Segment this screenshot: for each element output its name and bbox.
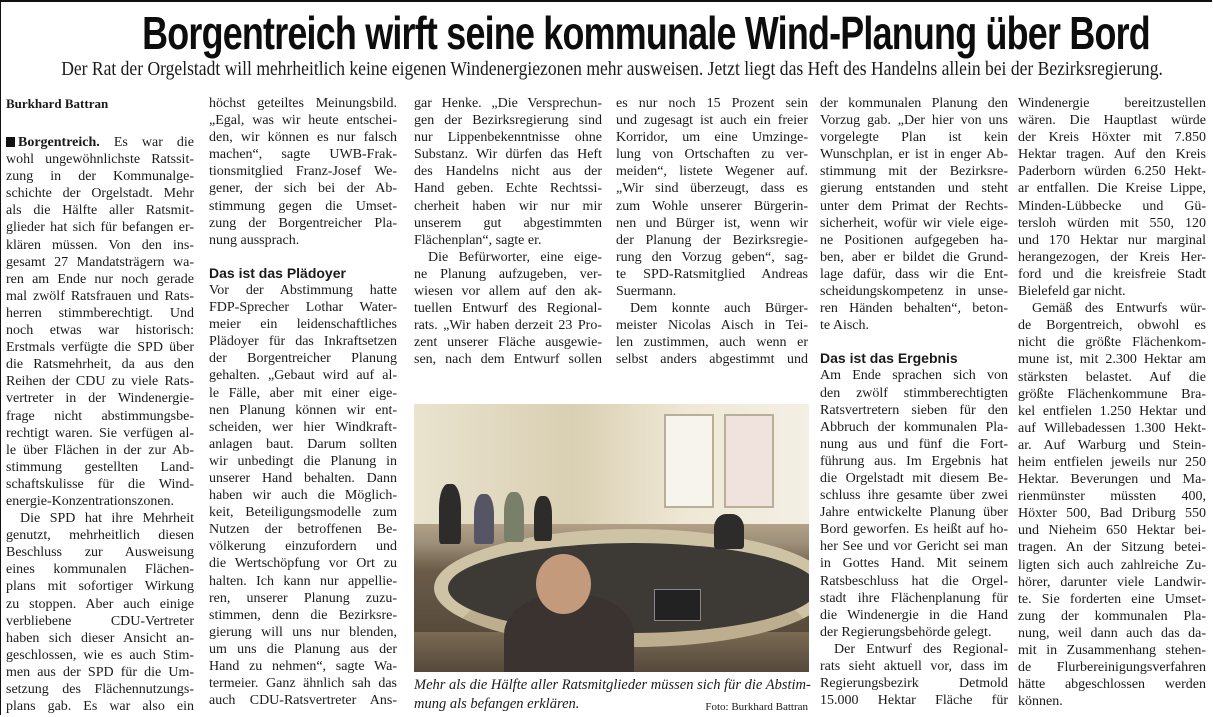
text-line: her See und vor Gericht sei man (820, 539, 1008, 555)
text-line: Substanz. Wir dürfen das Heft (414, 147, 602, 163)
text-line: gener, der sich bei der Ab- (209, 181, 397, 197)
text-line: hätte abgeschlossen werden (1018, 677, 1206, 693)
text-line: te. Sie forderten eine Umset- (1018, 591, 1206, 607)
text-line: der Kreis Höxter mit 7.850 (1018, 130, 1206, 146)
paragraph (820, 95, 1008, 334)
dateline-square-icon (6, 137, 15, 147)
text-line: Suermann. (616, 284, 677, 300)
text-line: Ratsvertretern sieben für den (820, 402, 1008, 418)
text-line: ne Positionen aufgegeben ha- (820, 232, 1008, 248)
text-line: tragen. An der Sitzung betei- (1018, 540, 1206, 556)
article-column-1 (6, 95, 194, 715)
photo-laptop (654, 589, 701, 621)
text-line: vertreter in der Windenergie- (6, 391, 194, 407)
text-line: plans mit sofortiger Wirkung (6, 579, 194, 595)
text-line: Vorzug gab. „Der hier von uns (820, 113, 1008, 129)
council-meeting-photo (414, 404, 809, 672)
text-line: als die Hälfte aller Ratsmit- (6, 203, 194, 219)
photo-window (664, 414, 714, 508)
text-line: in Gottes Hand. Mit seinem (820, 556, 1008, 572)
text-line: größte Flächenkommune Bra- (1018, 386, 1206, 402)
text-line: Regierungsbezirk Detmold (820, 676, 1008, 692)
text-line: Erstmals verfügte die SPD über (6, 340, 194, 356)
text-line: noch etwas war historisch: (6, 323, 194, 339)
text-line: sen, nach dem Entwurf sollen (414, 352, 602, 368)
text-line: gierung will uns nur blenden, (209, 624, 397, 640)
text-line: len zustimmen, auch wenn er (616, 335, 808, 351)
photo-caption (414, 676, 811, 714)
text-line: eines kommunalen Flächen- (6, 562, 194, 578)
text-line: Reihen der CDU zu viele Rats- (6, 374, 194, 390)
paragraph (209, 282, 397, 709)
text-line: schichte der Orgelstadt. Mehr (6, 186, 194, 202)
text-line: Hand zu nehmen“, sagte Wa- (209, 659, 397, 674)
dateline: Borgentreich. (18, 135, 100, 150)
text-line: Minden-Lübbecke und Gü- (1018, 198, 1206, 214)
text-line: te SPD-Ratsmitglied Andreas (616, 266, 808, 282)
text-line: sicherheit, wofür wir viele eige- (820, 215, 1008, 231)
headline (0, 6, 1213, 60)
text-line: zung in der Kommunalge- (6, 169, 194, 185)
text-line: le über Flächen in der zur Ab- (6, 442, 194, 458)
text-line: Paderborn würden 6.250 Hekt- (1018, 164, 1206, 180)
text-line: unserer Hand behalten. Dann (209, 470, 397, 486)
text-line: tionsmitglied Franz-Josef We- (209, 164, 397, 180)
text-line: Plädoyer für das Inkraftsetzen (209, 334, 397, 350)
article-column-5 (820, 95, 1008, 709)
text-line: geschlossen, wie es auch Stim- (6, 647, 194, 663)
photo-person (714, 514, 744, 549)
text-line: nen Planung können wir ent- (209, 402, 397, 418)
text-line: Dem konnte auch Bürger- (630, 301, 808, 317)
text-line: heim entfielen jeweils nur 250 (1018, 454, 1206, 470)
text-line: plans gab. Es war also ein (6, 699, 194, 715)
text-line: mit in Zusammenhang stehen- (1018, 643, 1206, 658)
text-line: ren Händen behalten“, beton- (820, 301, 1008, 317)
photo-window (724, 414, 774, 508)
text-line: und Nieheim 650 Hektar bei- (1018, 523, 1206, 539)
text-line: „Egal, was wir heute entschei- (209, 113, 397, 129)
text-line: Bord geworfen. Es heißt auf ho- (820, 522, 1008, 538)
text-line: mune ist, mit 2.300 Hektar am (1018, 352, 1206, 368)
text-line: Der Entwurf des Regional- (834, 641, 1008, 657)
text-line: den, wir können es nur falsch (209, 130, 397, 146)
text-line: kel entfielen 1.250 Hektar und (1018, 403, 1206, 419)
text-line: stärksten belastet. Auf die (1018, 369, 1206, 385)
photo-person (534, 496, 552, 541)
text-line: herangezogen, der Kreis Her- (1018, 249, 1206, 265)
text-line: ford und die kreisfreie Stadt (1018, 266, 1206, 282)
text-line: ligten sich auch zahlreiche Zu- (1018, 557, 1206, 573)
text-line: verbliebene CDU-Vertreter (6, 613, 194, 629)
photo-head (536, 554, 591, 614)
text-line: genutzt, mehrheitlich diesen (6, 528, 194, 544)
caption-text: mung als befangen erklären. (414, 696, 580, 712)
text-line: stimmung gestellten Land- (6, 459, 194, 475)
text-line: meister Nicolas Aisch in Tei- (616, 318, 808, 334)
paragraph (820, 367, 1008, 641)
text-line: stimmen, denn die Bezirksre- (209, 607, 397, 623)
text-line: auch CDU-Ratsvertreter Ans- (209, 693, 397, 709)
text-line: rats. „Wir haben derzeit 23 Pro- (414, 318, 602, 334)
text-line: wiesen vor allem auf den ak- (414, 284, 602, 300)
text-line: nicht die größte Flächenkom- (1018, 335, 1206, 351)
text-line: wir unbedingt die Planung in (209, 453, 397, 469)
text-line: Hektar tragen. Auf den Kreis (1018, 147, 1206, 163)
headline-text: Borgentreich wirft seine kommunale Wind-Planung über Bord (142, 7, 1150, 59)
text-line: gesamt 27 Mandatsträgern wa- (6, 254, 194, 270)
article-column-4 (616, 95, 808, 369)
text-line: Vor der Abstimmung hatte (209, 282, 397, 298)
text-line: den zwölf stimmberechtigten (820, 385, 1008, 401)
text-line: rechtigt waren. Sie verfügen al- (6, 425, 194, 441)
text-line: nung aus und fünf die Fort- (820, 436, 1008, 452)
text-line: men aus der SPD für die Um- (6, 664, 194, 680)
text-line: termeier. Ganz ähnlich sah das (209, 676, 397, 692)
text-line: die Orgelstadt mit diesem Be- (820, 470, 1008, 486)
text-line: rung den Vorzug geben“, sag- (616, 249, 808, 265)
text-line: cherheit haben wir nur mir (414, 198, 602, 214)
text-line: Windenergie bereitzustellen (1018, 96, 1206, 111)
text-line: tuellen Entwurf des Regional- (414, 301, 602, 317)
text-line: die Windenergie in die Hand (820, 607, 1008, 623)
photo-person (504, 492, 524, 542)
text-line: die Ratsmehrheit, da aus den (6, 357, 194, 373)
subheadline-text: Der Rat der Orgelstadt will mehrheitlich keine eigenen Windenergiezonen mehr ausweisen. Jetzt liegt das Heft des Handelns allein bei der Bezirksregierung. (61, 59, 1163, 80)
text-line: vorgelegte Plan ist kein (820, 130, 1008, 146)
text-line: Höxter 500, Bad Driburg 550 (1018, 506, 1206, 522)
text-line: Die SPD hat ihre Mehrheit (20, 511, 194, 527)
text-line: Hand geben. Echte Rechtssi- (414, 181, 602, 197)
text-line: nung, weil dann auch das da- (1018, 625, 1206, 641)
text-line: ren am Ende nur noch gerade (6, 271, 194, 287)
text-line: stimmung mit der Bezirksre- (820, 164, 1008, 180)
text-line: Bielefeld gar nicht. (1018, 284, 1126, 300)
paragraph (1018, 300, 1206, 710)
text-line: zent unserer Fläche ausgewie- (414, 335, 602, 351)
text-line: schluss ihre gesamte über zwei (820, 488, 1008, 504)
photo-person (439, 484, 461, 544)
text-line: halten. Ich kann nur appellie- (209, 573, 397, 589)
lead-text: Es war die (113, 135, 195, 150)
text-line: schaftskulisse für die Wind- (6, 476, 194, 492)
text-line: zung der Borgentreicher Pla- (209, 215, 397, 231)
subheadline (0, 59, 1213, 81)
text-line: rienmünster müssten 400, (1018, 489, 1206, 505)
text-line: ben, aber er bildet die Grund- (820, 249, 1008, 265)
text-line: der Borgentreicher Planung (209, 351, 397, 367)
text-line: nen und Bürger ist, wenn wir (616, 215, 808, 231)
paragraph (820, 641, 1008, 709)
article-column-3 (414, 95, 602, 369)
text-line: zu stoppen. Aber auch einige (6, 596, 194, 612)
text-line: tersloh würden mit 550, 120 (1018, 215, 1206, 231)
text-line: Flächenplan“, sagte er. (414, 232, 542, 248)
text-line: scheidungskompetenz in unse- (820, 284, 1008, 300)
text-line: klären müssen. Von den ins- (6, 237, 194, 253)
text-line: gehalten. „Gebaut wird auf al- (209, 368, 397, 384)
caption-line-2 (414, 695, 808, 714)
text-line: meier ein leidenschaftliches (209, 317, 397, 333)
text-line: können. (1018, 694, 1063, 710)
paragraph (414, 249, 602, 369)
text-line: die Wertschöpfung vor Ort zu (209, 556, 397, 572)
text-line: „Wir sind überzeugt, dass es (616, 181, 808, 197)
caption-line: Mehr als die Hälfte aller Ratsmitglieder müssen sich für die Abstim- (414, 677, 811, 693)
paragraph (616, 300, 808, 368)
section-heading: Das ist das Ergebnis (820, 350, 958, 367)
text-line: de Borgentreich, obwohl es (1018, 318, 1206, 334)
text-line: höchst geteiltes Meinungsbild. (209, 96, 397, 111)
text-line: Korridor, um eine Umzinge- (616, 130, 808, 146)
text-line: der kommunalen Planung den (820, 96, 1008, 111)
text-line: meiden“, listete Wegener auf. (616, 164, 808, 180)
text-line: ar. Auf Warburg und Stein- (1018, 437, 1206, 453)
text-line: der Planung der Bezirksregie- (616, 232, 808, 248)
text-line: auf Willebadessen 1.300 Hekt- (1018, 420, 1206, 436)
text-line: Hektar. Beverungen und Ma- (1018, 472, 1206, 488)
text-line: rats sieht aktuell vor, dass im (820, 659, 1008, 674)
text-line: energie-Konzentrationszonen. (6, 493, 175, 509)
paragraph (6, 151, 194, 510)
text-line: lage dafür, dass wir die Ent- (820, 266, 1008, 282)
text-line: der Regierungsbehörde gelegt. (820, 624, 992, 640)
text-line: selbst anders abgestimmt und (616, 352, 808, 368)
text-line: scheiden, wer hier Windkraft- (209, 419, 397, 435)
text-line: Nutzen der betroffenen Be- (209, 522, 397, 538)
byline: Burkhard Battran (6, 96, 109, 111)
paragraph (209, 95, 397, 249)
text-line: herren stimmberechtigt. Und (6, 305, 194, 321)
text-line: machen“, sagte UWB-Frak- (209, 147, 397, 163)
text-line: um uns die Planung aus der (209, 641, 397, 657)
text-line: zum Wohle unserer Bürgerin- (616, 198, 808, 214)
text-line: anlagen baut. Darum sollten (209, 436, 397, 452)
text-line: zung der kommunalen Pla- (1018, 608, 1206, 624)
photo-person (474, 494, 494, 544)
text-line: glieder hat sich für befangen er- (6, 220, 194, 236)
text-line: le Fälle, aber mit einer eige- (209, 385, 397, 401)
text-line: hörer, darunter viele Landwir- (1018, 574, 1206, 590)
section-heading: Das ist das Plädoyer (209, 264, 346, 281)
text-line: es nur noch 15 Prozent sein (616, 96, 808, 111)
text-line: nung aussprach. (209, 232, 300, 248)
text-line: lung von Ortschaften zu ver- (616, 147, 808, 163)
text-line: 15.000 Hektar Fläche für (820, 693, 1008, 709)
text-line: te Aisch. (820, 318, 869, 334)
text-line: Wunschplan, er ist in enger Ab- (820, 147, 1008, 163)
text-line: Jahre entwickelte Planung über (820, 505, 1008, 521)
text-line: ne Planung aufzugeben, ver- (414, 266, 602, 282)
text-line: stimmung gegen die Umset- (209, 198, 397, 214)
text-line: des Handelns nicht aus der (414, 164, 602, 180)
text-line: nur Lippenbekenntnisse ohne (414, 130, 602, 146)
text-line: und 170 Hektar nur marginal (1018, 232, 1206, 248)
text-line: völkerung einzufordern und (209, 539, 397, 555)
lead-line (6, 134, 194, 151)
text-line: ar entfallen. Die Kreise Lippe, (1018, 181, 1206, 197)
text-line: gierung entstanden und steht (820, 181, 1008, 197)
text-line: wären. Die Hauptlast würde (1018, 113, 1206, 129)
text-line: wohl ungewöhnlichste Ratssit- (6, 152, 194, 168)
text-line: und zugesagt ist auch ein freier (616, 113, 808, 129)
text-line: de Flurbereinigungsverfahren (1018, 660, 1206, 676)
text-line: Beschluss zur Ausweisung (6, 545, 194, 561)
text-line: gar Henke. „Die Versprechun- (414, 96, 602, 111)
text-line: Ratsbeschluss hat die Orgel- (820, 573, 1008, 589)
article-column-6 (1018, 95, 1206, 710)
text-line: setzung des Flächennutzungs- (6, 682, 194, 697)
text-line: Die Befürworter, eine eige- (428, 249, 602, 265)
text-line: haben wir auch die Möglich- (209, 488, 397, 504)
paragraph (414, 95, 602, 249)
text-line: haben sich dieser Ansicht an- (6, 630, 194, 646)
text-line: Abbruch der kommunalen Pla- (820, 419, 1008, 435)
text-line: Am Ende sprachen sich von (820, 368, 1008, 384)
text-line: unter dem Primat der Rechts- (820, 198, 1008, 214)
text-line: mal zwölf Ratsfrauen und Rats- (6, 288, 194, 304)
paragraph (616, 95, 808, 300)
text-line: keit, Beteiligungsmodelle zum (209, 505, 397, 521)
text-line: führung aus. Im Ergebnis hat (820, 453, 1008, 469)
text-line: FDP-Sprecher Lothar Water- (209, 300, 397, 316)
text-line: stadt ihre Flächenplanung für (820, 590, 1008, 606)
text-line: unserem gut abgestimmten (414, 215, 602, 231)
article-column-2 (209, 95, 397, 709)
paragraph (6, 510, 194, 715)
text-line: ren, unserer Planung zuzu- (209, 590, 397, 606)
text-line: frage nicht abstimmungsbe- (6, 408, 194, 424)
text-line: gen der Bezirksregierung sind (414, 113, 602, 129)
photo-credit: Foto: Burkhard Battran (705, 701, 808, 713)
paragraph (1018, 95, 1206, 300)
text-line: Gemäß des Entwurfs wür- (1032, 301, 1206, 317)
